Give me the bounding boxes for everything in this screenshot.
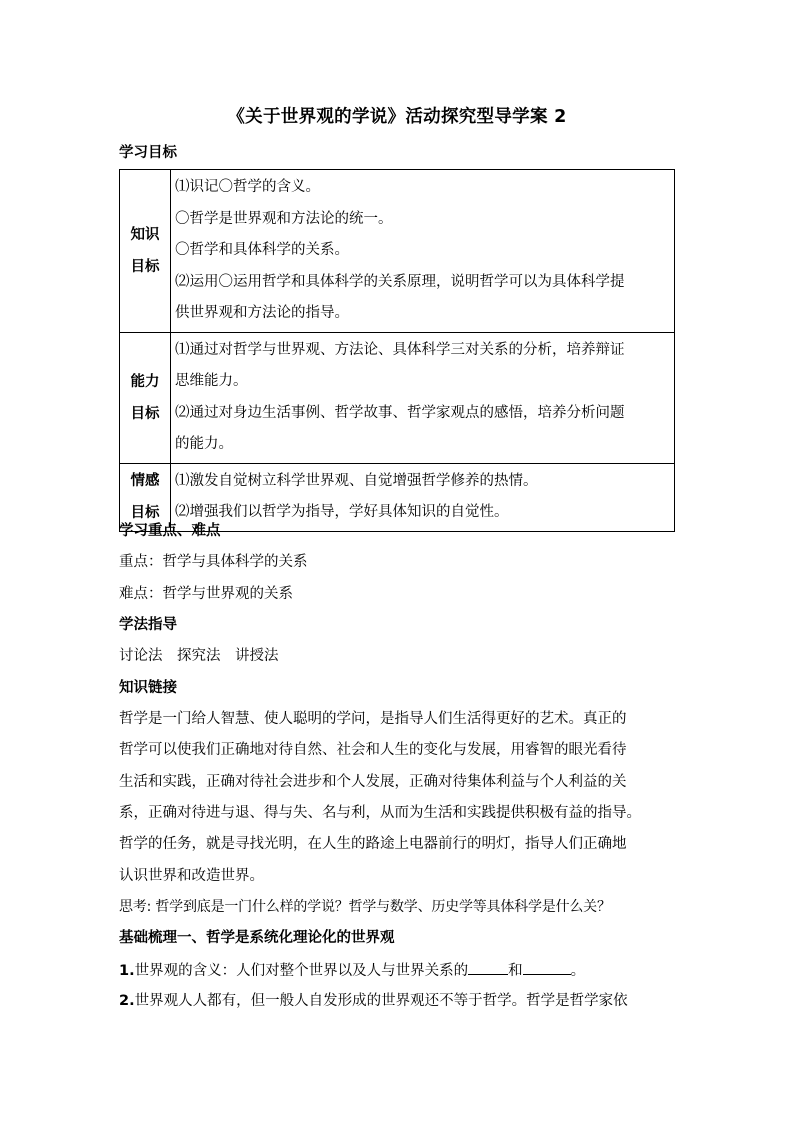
goals-label-knowledge: 知识 目标: [120, 170, 171, 333]
methods-text: 讨论法 探究法 讲授法: [119, 648, 279, 664]
link-paragraph-line: 哲学可以使我们正确地对待自然、社会和人生的变化与发展，用睿智的眼光看待: [119, 742, 627, 758]
think-question: 思考: 哲学到底是一门什么样的学说？哲学与数学、历史学等具体科学是什么关？: [119, 899, 611, 915]
link-heading: 知识链接: [119, 680, 177, 696]
goal-line: ⑵增强我们以哲学为指导，学好具体知识的自觉性。: [175, 504, 509, 520]
link-paragraph-line: 生活和实践，正确对待社会进步和个人发展，正确对待集体利益与个人利益的关: [119, 774, 627, 790]
goals-content-ability: [171, 332, 675, 463]
section1-heading: 基础梳理一、哲学是系统化理论化的世界观: [119, 930, 395, 946]
question-2: 2.世界观人人都有，但一般人自发形成的世界观还不等于哲学。哲学是哲学家依: [119, 993, 628, 1009]
goals-content-emotion: [171, 463, 675, 531]
goals-heading: 学习目标: [119, 145, 177, 161]
key-point: 重点：哲学与具体科学的关系: [119, 554, 308, 570]
difficult-point: 难点：哲学与世界观的关系: [119, 586, 293, 602]
goal-line: ⑴激发自觉树立科学世界观、自觉增强哲学修养的热情。: [175, 472, 538, 489]
goal-line: 供世界观和方法论的指导。: [175, 305, 349, 321]
goals-content-knowledge: [171, 170, 675, 333]
goals-row-knowledge: [120, 170, 675, 333]
goals-table: [119, 169, 675, 532]
question-1: 1.世界观的含义：人们对整个世界以及人与世界关系的 和 。: [119, 960, 585, 981]
goals-label-ability: 能力 目标: [120, 332, 171, 463]
key-heading: 学习重点、难点: [119, 523, 221, 539]
goal-line: 思维能力。: [175, 373, 248, 389]
link-paragraph-line: 哲学的任务，就是寻找光明，在人生的路途上电器前行的明灯，指导人们正确地: [119, 836, 627, 852]
question-2-number: 2.: [119, 993, 135, 1009]
document-title: 《关于世界观的学说》活动探究型导学案 2: [227, 107, 567, 127]
question-1-number: 1.: [119, 963, 135, 979]
goal-line: ⑵运用〇运用哲学和具体科学的关系原理，说明哲学可以为具体科学提: [175, 273, 625, 290]
answer-blank[interactable]: [468, 960, 508, 975]
goal-line: ⑴识记〇哲学的含义。: [175, 179, 320, 195]
goal-line: 的能力。: [175, 436, 233, 452]
goal-line: ⑴通过对哲学与世界观、方法论、具体科学三对关系的分析，培养辩证: [175, 341, 625, 358]
goal-line: 〇哲学是世界观和方法论的统一。: [175, 210, 393, 227]
link-paragraph-line: 认识世界和改造世界。: [119, 868, 264, 884]
method-heading: 学法指导: [119, 617, 177, 633]
goal-line: 〇哲学和具体科学的关系。: [175, 242, 349, 258]
goal-line: ⑵通过对身边生活事例、哲学故事、哲学家观点的感悟，培养分析问题: [175, 404, 625, 421]
goals-label-emotion: 情感 目标: [120, 463, 171, 531]
answer-blank[interactable]: [523, 960, 571, 975]
link-paragraph-line: 哲学是一门给人智慧、使人聪明的学问，是指导人们生活得更好的艺术。真正的: [119, 711, 627, 727]
goals-row-ability: [120, 332, 675, 463]
link-paragraph-line: 系，正确对待进与退、得与失、名与利，从而为生活和实践提供积极有益的指导。: [119, 805, 641, 821]
